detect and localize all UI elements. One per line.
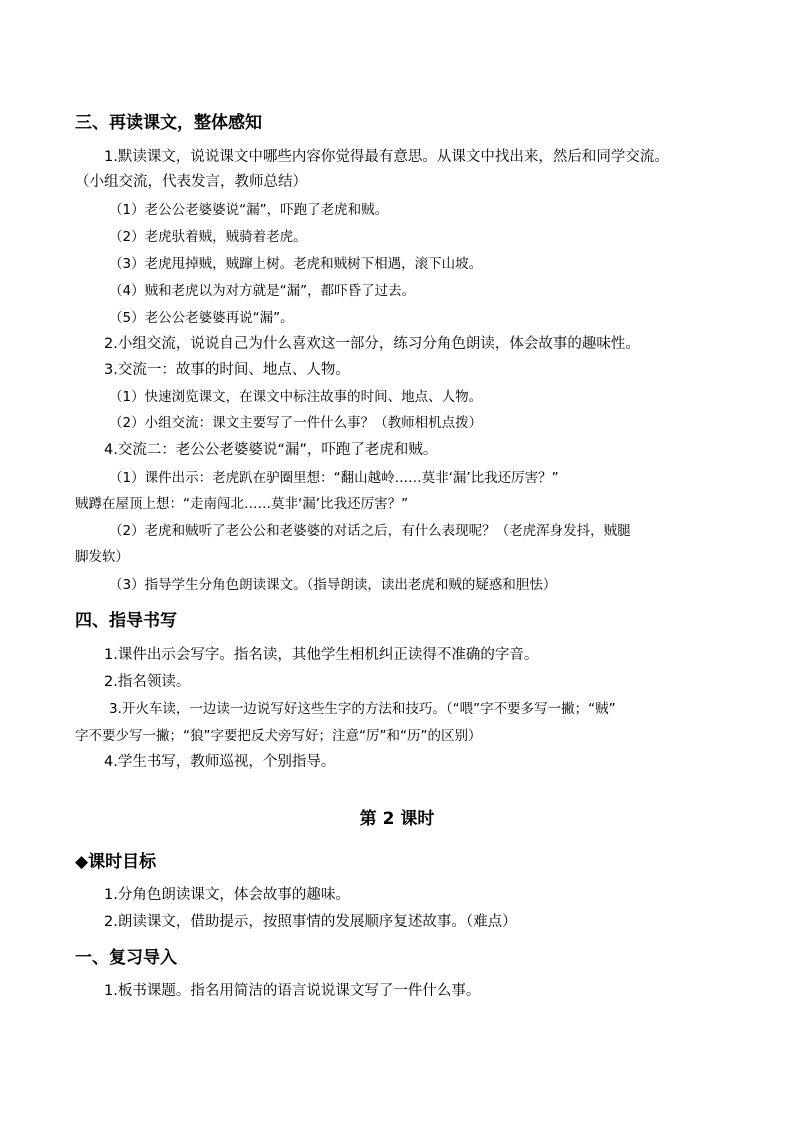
goal-1: 1.分角色朗读课文，体会故事的趣味。	[104, 887, 350, 903]
list-item: （2）老虎驮着贼，贼骑着老虎。	[109, 229, 307, 245]
list-item: （3）老虎甩掉贼，贼蹿上树。老虎和贼树下相遇，滚下山坡。	[109, 256, 483, 272]
paragraph-1: 1.默读课文，说说课文中哪些内容你觉得最有意思。从课文中找出来，然后和同学交流。	[104, 149, 669, 165]
paragraph-4-2-cont: 脚发软）	[75, 549, 129, 565]
paragraph-4: 4.交流二：老公公老婆婆说“漏”，吓跑了老虎和贼。	[104, 442, 438, 458]
list-item: （5）老公公老婆婆再说“漏”。	[109, 310, 294, 326]
writing-paragraph-1: 1.课件出示会写字。指名读，其他学生相机纠正读得不准确的字音。	[104, 647, 539, 663]
list-item: （1）老公公老婆婆说“漏”，吓跑了老虎和贼。	[109, 202, 389, 218]
section-heading-reread: 三、再读课文，整体感知	[75, 113, 262, 133]
writing-paragraph-3: 3.开火车读，一边读一边说写好这些生字的方法和技巧。（“喂”字不要多写一撇；“贼”	[109, 701, 616, 717]
list-item: （4）贼和老虎以为对方就是“漏”，都吓昏了过去。	[109, 283, 416, 299]
paragraph-4-3: （3）指导学生分角色朗读课文。（指导朗读，读出老虎和贼的疑惑和胆怯）	[109, 577, 557, 593]
writing-paragraph-4: 4.学生书写，教师巡视，个别指导。	[104, 754, 336, 770]
section-heading-review: 一、复习导入	[75, 948, 177, 968]
paragraph-3-1: （1）快速浏览课文，在课文中标注故事的时间、地点、人物。	[109, 389, 483, 405]
writing-paragraph-3-cont: 字不要少写一撇；“狼”字要把反犬旁写好；注意“厉”和“历”的区别）	[75, 728, 482, 744]
lesson-title: 第 2 课时	[359, 809, 435, 829]
goal-2: 2.朗读课文，借助提示，按照事情的发展顺序复述故事。（难点）	[104, 914, 517, 930]
paragraph-3: 3.交流一：故事的时间、地点、人物。	[104, 362, 350, 378]
paragraph-4-2: （2）老虎和贼听了老公公和老婆婆的对话之后，有什么表现呢？（老虎浑身发抖，贼腿	[109, 523, 631, 539]
paragraph-4-1-cont: 贼蹲在屋顶上想：“走南闯北……莫非‘漏’比我还厉害？”	[75, 496, 409, 512]
paragraph-2: 2.小组交流，说说自己为什么喜欢这一部分，练习分角色朗读，体会故事的趣味性。	[104, 336, 640, 352]
review-paragraph-1: 1.板书课题。指名用简洁的语言说说课文写了一件什么事。	[104, 983, 481, 999]
writing-paragraph-2: 2.指名领读。	[104, 674, 191, 690]
paragraph-1-cont: （小组交流，代表发言，教师总结）	[75, 174, 307, 190]
section-heading-writing: 四、指导书写	[75, 611, 177, 631]
goal-heading: ◆课时目标	[75, 852, 157, 872]
paragraph-3-2: （2）小组交流：课文主要写了一件什么事？（教师相机点拨）	[109, 415, 483, 431]
paragraph-4-1: （1）课件出示：老虎趴在驴圈里想：“翻山越岭……莫非‘漏’比我还厉害？”	[109, 470, 559, 486]
